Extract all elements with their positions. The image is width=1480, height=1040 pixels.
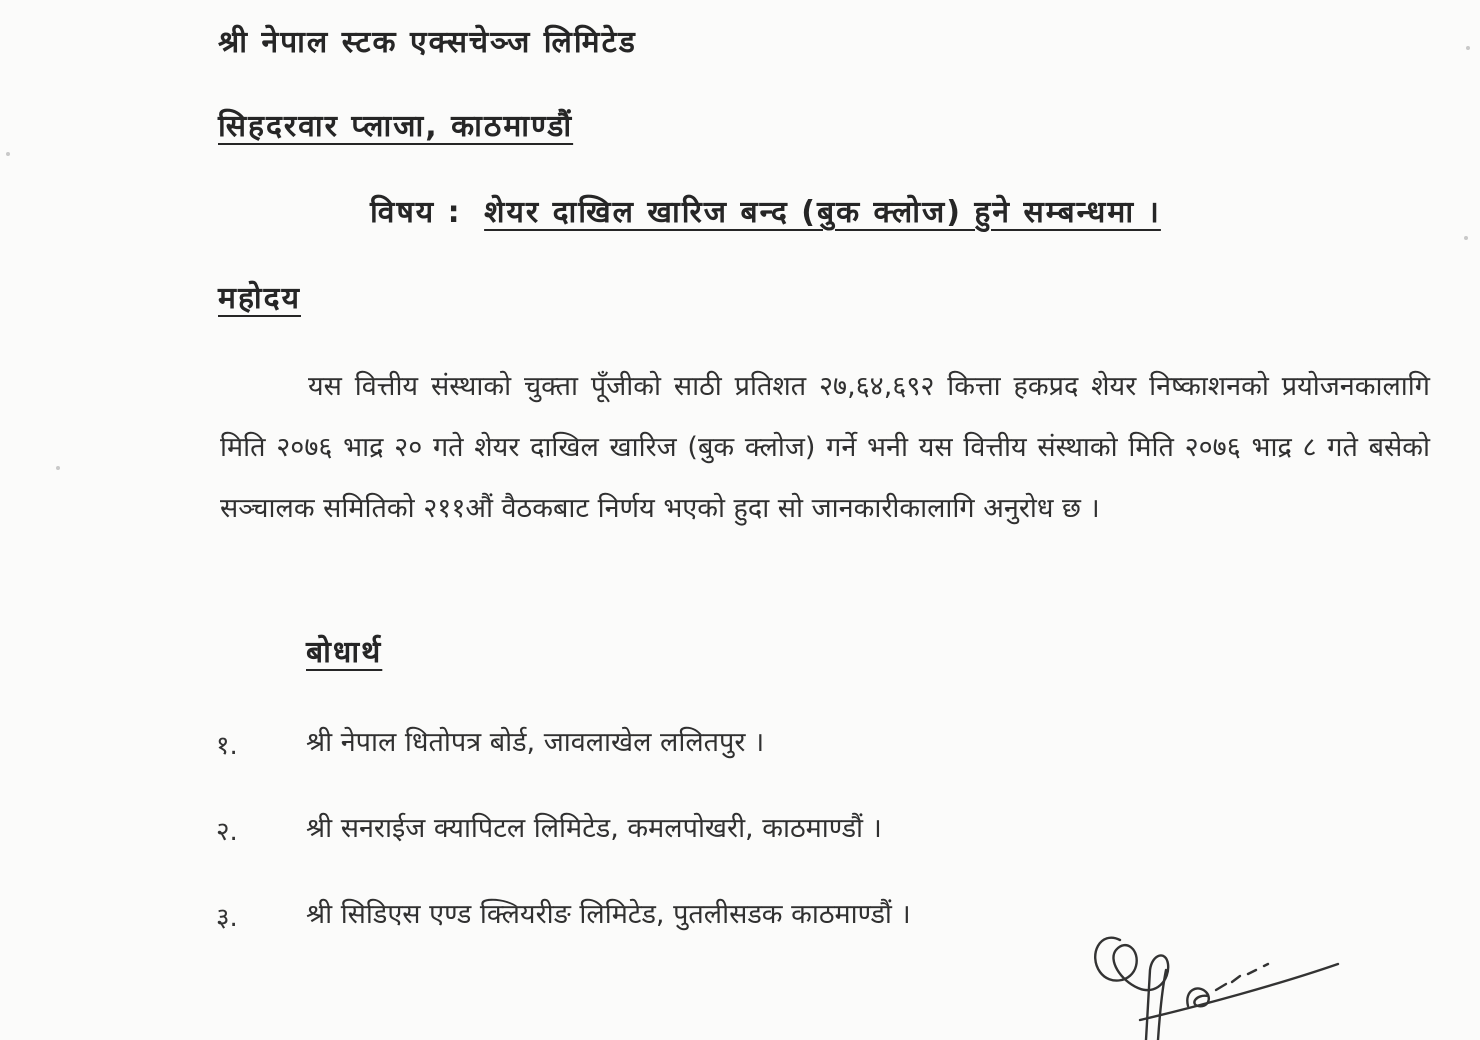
- signature: [1080, 910, 1360, 1040]
- subject-label: विषय :: [370, 195, 462, 230]
- scan-speck: [56, 466, 60, 470]
- scan-speck: [1464, 236, 1468, 240]
- salutation: महोदय: [218, 281, 301, 316]
- cc-item-number: २.: [216, 817, 238, 847]
- subject-line: [370, 190, 1161, 231]
- subject-text: शेयर दाखिल खारिज बन्द (बुक क्लोज) हुने सम्बन्धमा ।: [484, 195, 1161, 230]
- scan-speck: [1466, 46, 1470, 50]
- recipient-line-2: सिहदरवार प्लाजा, काठमाण्डौं: [218, 109, 574, 144]
- body-paragraph: यस वित्तीय संस्थाको चुक्ता पूँजीको साठी प्रतिशत २७,६४,६९२ कित्ता हकप्रद शेयर निष्काशनको प्रयोजनकालागि मिति २०७६ भाद्र २० गते शेयर दाखिल खारिज (बुक क्लोज) गर्ने भनी यस वित्तीय संस्थाको मिति २०७६ भाद्र ८ गते बसेको सञ्चालक समितिको २११औं वैठकबाट निर्णय भएको हुदा सो जानकारीकालागि अनुरोध छ ।: [220, 371, 1430, 524]
- cc-item-text: श्री नेपाल धितोपत्र बोर्ड, जावलाखेल ललितपुर ।: [306, 727, 765, 758]
- cc-item-number: ३.: [216, 903, 238, 933]
- recipient-line-1: श्री नेपाल स्टक एक्सचेञ्ज लिमिटेड: [218, 25, 637, 60]
- scan-speck: [6, 152, 10, 156]
- cc-item-text: श्री सनराईज क्यापिटल लिमिटेड, कमलपोखरी, काठमाण्डौं ।: [306, 813, 882, 844]
- cc-item-text: श्री सिडिएस एण्ड क्लियरीङ लिमिटेड, पुतलीसडक काठमाण्डौं ।: [306, 899, 911, 930]
- cc-item-number: १.: [216, 731, 238, 761]
- cc-heading: बोधार्थ: [306, 635, 383, 670]
